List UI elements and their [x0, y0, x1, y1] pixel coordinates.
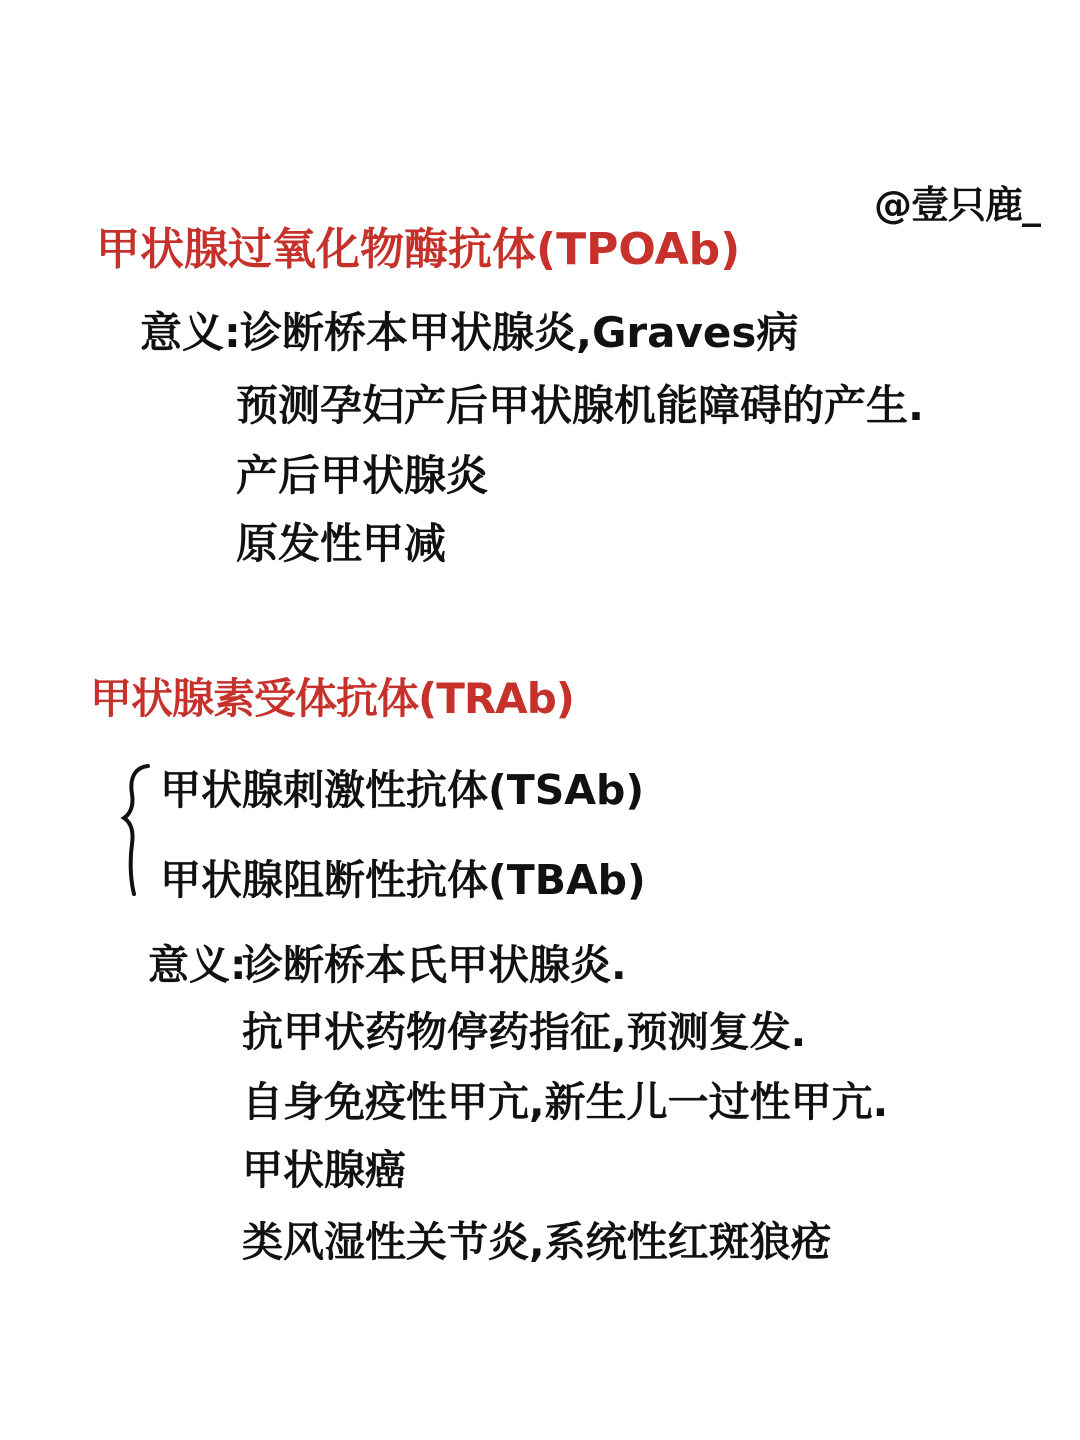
- author-watermark: @壹只鹿_: [873, 183, 1040, 227]
- section1-line: 产后甲状腺炎: [236, 451, 489, 500]
- section1-line: 预测孕妇产后甲状腺机能障碍的产生.: [236, 381, 924, 430]
- section2-heading: 甲状腺素受体抗体(TRAb): [90, 674, 574, 723]
- section2-line: 自身免疫性甲亢,新生儿一过性甲亢.: [242, 1078, 889, 1126]
- section2-line: 抗甲状药物停药指征,预测复发.: [242, 1008, 807, 1056]
- section2-subtype: 甲状腺刺激性抗体(TSAb): [160, 766, 645, 814]
- curly-brace-icon: [118, 760, 158, 900]
- section1-meaning-label: 意义:: [140, 308, 241, 357]
- section2-line: 甲状腺癌: [242, 1146, 406, 1194]
- section1-heading: 甲状腺过氧化物酶抗体(TPOAb): [96, 224, 741, 275]
- section2-subtype: 甲状腺阻断性抗体(TBAb): [160, 856, 646, 904]
- section2-line: 类风湿性关节炎,系统性红斑狼疮: [242, 1218, 832, 1266]
- section1-line: 原发性甲减: [236, 519, 447, 568]
- section2-line: 诊断桥本氏甲状腺炎.: [242, 941, 627, 989]
- section1-line: 诊断桥本甲状腺炎,Graves病: [240, 308, 799, 357]
- section2-meaning-label: 意义:: [148, 941, 247, 989]
